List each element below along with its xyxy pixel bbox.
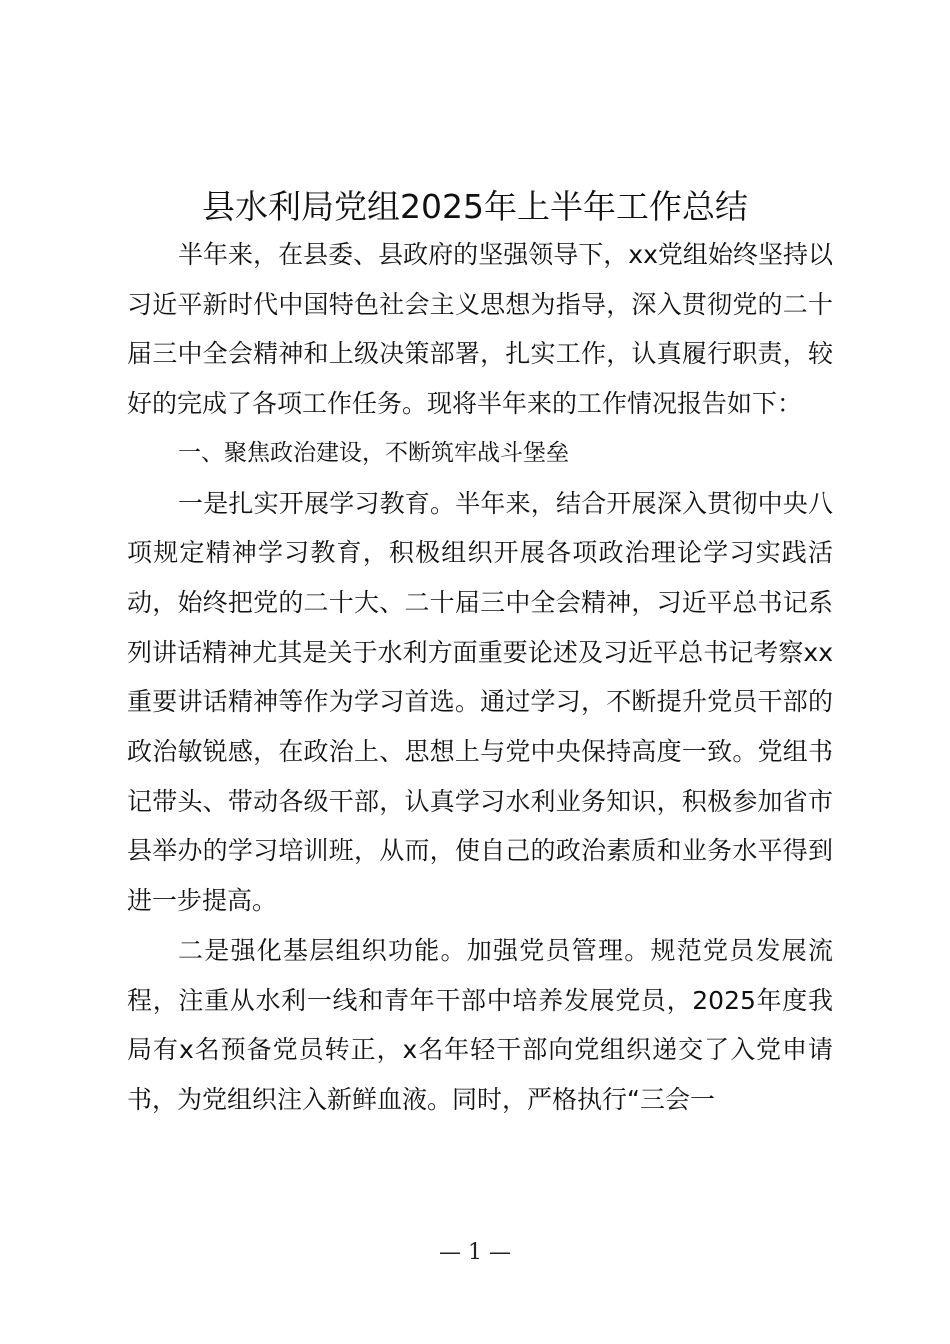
body-paragraph: 一是扎实开展学习教育。半年来，结合开展深入贯彻中央八项规定精神学习教育，积极组织开展各项政治理论学习实践活动，始终把党的二十大、二十届三中全会精神，习近平总书记系列讲话精神尤其是关于水利方面重要论述及习近平总书记考察xx重要讲话精神等作为学习首选。通过学习，不断提升党员干部的政治敏锐感，在政治上、思想上与党中央保持高度一致。党组书记带头、带动各级干部，认真学习水利业务知识，积极参加省市县举办的学习培训班，从而，使自己的政治素质和业务水平得到进一步提高。 <box>127 488 833 916</box>
document-title: 县水利局党组2025年上半年工作总结 <box>202 187 748 226</box>
page-number: — 1 — <box>439 1240 511 1265</box>
document-body <box>127 230 833 1125</box>
body-paragraph: 二是强化基层组织功能。加强党员管理。规范党员发展流程，注重从水利一线和青年干部中培养发展党员，2025年度我局有x名预备党员转正，x名年轻干部向党组织递交了入党申请书，为党组织注入新鲜血液。同时，严格执行“三会一 <box>127 935 833 1114</box>
section-heading: 一、聚焦政治建设，不断筑牢战斗堡垒 <box>178 439 569 466</box>
intro-paragraph: 半年来，在县委、县政府的坚强领导下，xx党组始终坚持以习近平新时代中国特色社会主义思想为指导，深入贯彻党的二十届三中全会精神和上级决策部署，扎实工作，认真履行职责，较好的完成了各项工作任务。现将半年来的工作情况报告如下： <box>127 240 833 419</box>
